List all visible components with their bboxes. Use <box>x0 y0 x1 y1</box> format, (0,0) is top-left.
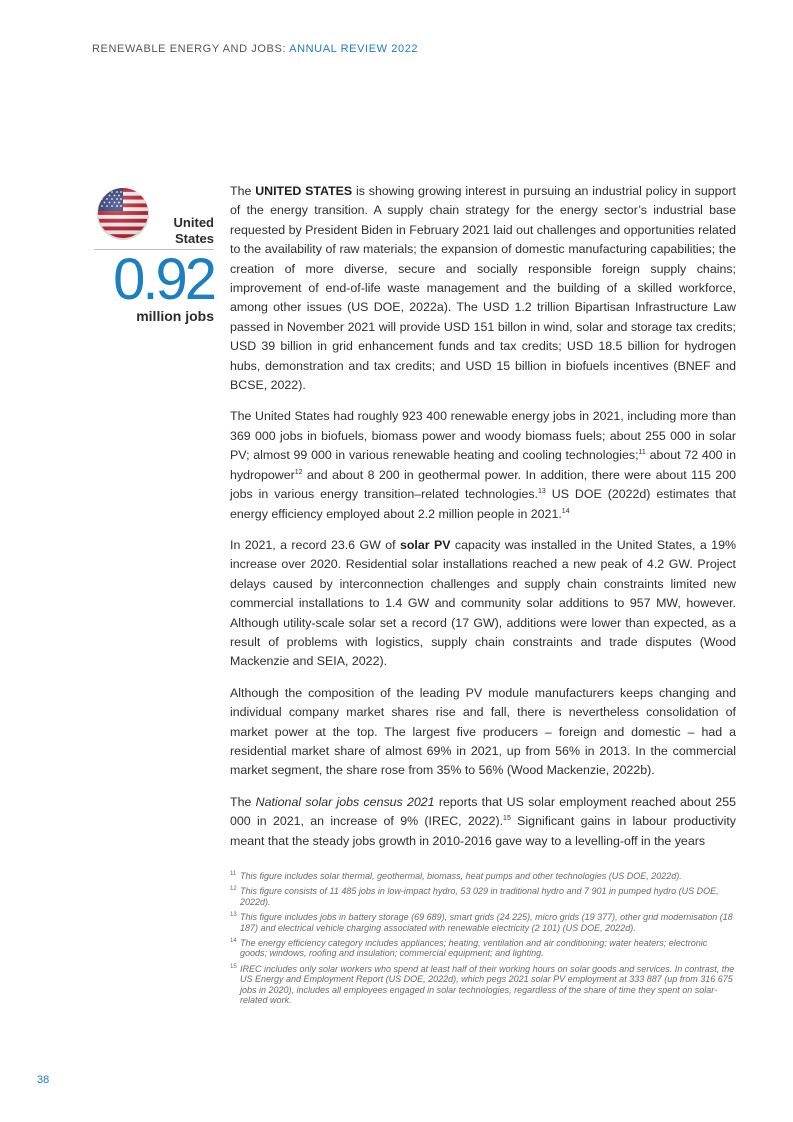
page-number: 38 <box>37 1074 50 1086</box>
footnote: 11 This figure includes solar thermal, geothermal, biomass, heat pumps and other technologies (US DOE, 2022d). <box>230 871 682 881</box>
footnote: 14 The energy efficiency category includes appliances; heating, ventilation and air conditioning; water heaters; electronic goods; windows, roofing and insulation; commercial equipment; and lighting. <box>230 938 708 959</box>
footnote-ref: 14 <box>561 507 570 515</box>
paragraph-2: The United States had roughly 923 400 renewable energy jobs in 2021, including more than 369 000 jobs in biofuels, biomass power and woody biomass fuels; about 255 000 in solar PV; almost 99 000 in various renewable heating and cooling technologies;$^{11}$ about 72 400 in hydropower$^{12}$ and about 8 200 in geothermal power. In addition, there were about 115 200 jobs in various energy transition–related technologies.$^{13}$ US DOE (2022d) estimates that energy efficiency employed about 2.2 million people in 2021.14 <box>230 409 736 521</box>
footnotes <box>230 871 736 1010</box>
footnote: 12 This figure consists of 11 485 jobs in low-impact hydro, 53 029 in traditional hydro and 7 901 in pumped hydro (US DOE, 2022d). <box>230 886 719 907</box>
jobs-value: 0.92 <box>113 247 214 312</box>
footnote-ref: 11 <box>638 449 646 457</box>
footnote-ref: 13 <box>538 487 546 495</box>
main-text <box>230 182 736 863</box>
country-name-line2: States <box>174 231 214 246</box>
country-name <box>174 215 214 247</box>
footnote: 15 IREC includes only solar workers who spend at least half of their working hours on solar goods and services. In contrast, the US Energy and Employment Report (US DOE, 2022d), which pegs 2021 solar PV employment at 333 887 (up from 316 675 jobs in 2020), includes all employees engaged in solar technologies, regardless of the share of time they spent on solar-related work. <box>230 963 735 1006</box>
paragraph-4: Although the composition of the leading PV module manufacturers keeps changing and individual company market shares rise and fall, there is nevertheless consolidation of market power at the top. The largest five producers – foreign and domestic – had a residential market share of almost 69% in 2021, up from 56% in 2013. In the commercial market segment, the share rose from 35% to 56% (Wood Mackenzie, 2022b). <box>230 685 736 778</box>
paragraph-1: The UNITED STATES is showing growing interest in pursuing an industrial policy in support of the energy transition. A supply chain strategy for the energy sector’s industrial base requested by President Biden in February 2021 laid out challenges and opportunities related to the availability of raw materials; the expansion of domestic manufacturing capabilities; the creation of more diverse, secure and socially responsible foreign supply chains; improvement of end-of-life waste management and the building of a skilled workforce, among other issues (US DOE, 2022a). The USD 1.2 trillion Bipartisan Infrastructure Law passed in November 2021 will provide USD 151 billon in wind, solar and storage tax credits; USD 39 billion in grid enhancement funds and tax credits; USD 18.5 billion for hydrogen hubs, demonstration and tax credits; and USD 15 billion in biofuels incentives (BNEF and BCSE, 2022). <box>230 184 736 393</box>
footnote-ref: 15 <box>503 815 511 823</box>
footnote: 13 This figure includes jobs in battery storage (69 689), smart grids (24 225), micro grids (19 377), other grid modernisation (18 187) and electrical vehicle charging associated with renewable electricity (2 101) (US DOE, 2022d). <box>230 912 733 933</box>
us-flag-icon <box>96 186 150 240</box>
header-subtitle: ANNUAL REVIEW 2022 <box>289 43 419 55</box>
paragraph-5: The National solar jobs census 2021 reports that US solar employment reached about 255 000 in 2021, an increase of 9% (IREC, 2022).$^{15}$ Significant gains in labour productivity meant that the steady jobs growth in 2010-2016 gave way to a levelling-off in the years <box>230 794 736 848</box>
jobs-unit: million jobs <box>136 308 214 324</box>
technology-highlight: solar PV <box>399 537 451 552</box>
header-title: RENEWABLE ENERGY AND JOBS: <box>92 43 287 55</box>
report-title: National solar jobs census 2021 <box>255 794 435 809</box>
running-header <box>92 43 418 55</box>
country-name-line1: United <box>173 215 214 230</box>
country-highlight: UNITED STATES <box>255 184 353 198</box>
paragraph-3: In 2021, a record 23.6 GW of solar PV capacity was installed in the United States, a 19% increase over 2020. Residential solar installations reached a new peak of 4.2 GW. Project delays caused by interconnection challenges and supply chain constraints limited new commercial installations to 1.4 GW and community solar additions to 957 MW, however. Although utility-scale solar set a record (17 GW), additions were lower than expected, as a result of problems with logistics, supply chain constraints and trade disputes (Wood Mackenzie and SEIA, 2022). <box>230 537 736 669</box>
footnote-ref: 12 <box>294 468 303 476</box>
